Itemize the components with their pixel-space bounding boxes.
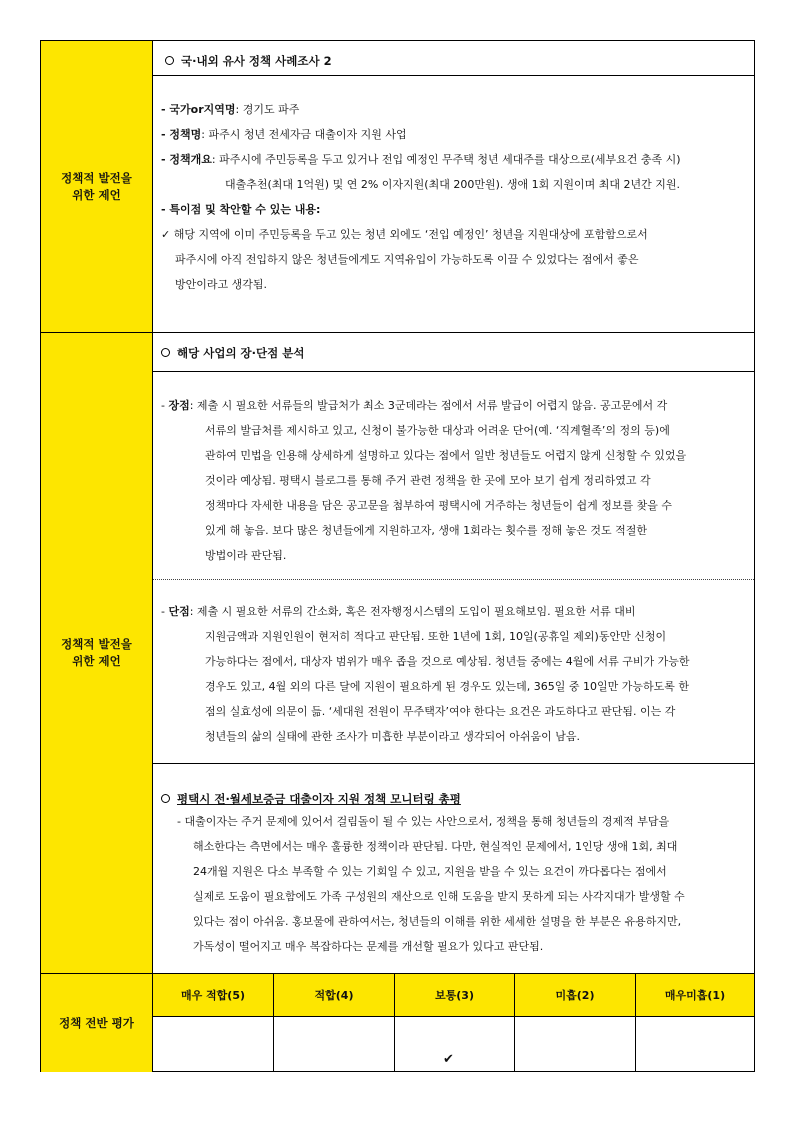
cons-line: 지원금액과 지원인원이 현저히 적다고 판단됨. 또한 1년에 1회, 10일(공휴일 제외)동안만 신청이 xyxy=(205,630,667,643)
circle-bullet-icon xyxy=(161,348,170,357)
review-line: 있다는 점이 아쉬움. 홍보물에 관하여서는, 청년들의 이해를 위한 세세한 설명을 한 부분은 유용하지만, xyxy=(193,915,682,928)
rating-header-1: 매우미흡(1) xyxy=(636,974,754,1016)
policy-name-line: - 정책명: 파주시 청년 전세자금 대출이자 지원 사업 xyxy=(161,128,407,141)
circle-bullet-icon xyxy=(165,56,174,65)
cons-line: - 단점: 제출 시 필요한 서류의 간소화, 혹은 전자행정시스템의 도입이 필요해보임. 필요한 서류 대비 xyxy=(161,605,636,618)
divider xyxy=(153,763,754,764)
rating-cell-1 xyxy=(636,1017,754,1072)
review-line: - 대출이자는 주거 문제에 있어서 걸림돌이 될 수 있는 사안으로서, 정책을 통해 청년들의 경제적 부담을 xyxy=(177,815,670,828)
rating-header-2: 미흡(2) xyxy=(515,974,636,1016)
pros-line: 방법이라 판단됨. xyxy=(205,549,287,562)
pros-line: 있게 해 놓음. 보다 많은 청년들에게 지원하고자, 생애 1회라는 횟수를 정해 놓은 것도 적절한 xyxy=(205,524,647,537)
rating-cell-2 xyxy=(515,1017,636,1072)
side-label-proposal-2: 정책적 발전을 위한 제언 xyxy=(41,333,153,973)
review-line: 해소한다는 측면에서는 매우 훌륭한 정책이라 판단됨. 다만, 현실적인 문제에서, 1인당 생애 1회, 최대 xyxy=(193,840,678,853)
divider xyxy=(153,75,754,76)
overall-evaluation-label: 정책 전반 평가 xyxy=(41,974,153,1072)
policy-review-table xyxy=(40,40,755,1072)
overview-line-cont: 대출추천(최대 1억원) 및 연 2% 이자지원(최대 200만원). 생애 1회 지원이며 최대 2년간 지원. xyxy=(225,178,680,191)
pros-line: 것이라 예상됨. 평택시 블로그를 통해 주거 관련 정책을 한 곳에 모아 보기 쉽게 정리하였고 각 xyxy=(205,474,651,487)
rating-header-5: 매우 적합(5) xyxy=(153,974,274,1016)
pros-line: 서류의 발급처를 제시하고 있고, 신청이 불가능한 대상과 어려운 단어(예. ‘직계혈족’의 정의 등)에 xyxy=(205,424,670,437)
side-label-proposal-1: 정책적 발전을 위한 제언 xyxy=(41,41,153,332)
dotted-divider xyxy=(153,579,754,580)
review-line: 가독성이 떨어지고 매우 복잡하다는 문제를 개선할 필요가 있다고 판단됨. xyxy=(193,940,544,953)
circle-bullet-icon xyxy=(161,794,170,803)
rating-header-4: 적합(4) xyxy=(274,974,395,1016)
cons-line: 가능하다는 점에서, 대상자 범위가 매우 좁을 것으로 예상됨. 청년들 중에는 4월에 서류 구비가 가능한 xyxy=(205,655,690,668)
review-line: 24개월 지원은 다소 부족할 수 있는 기회일 수 있고, 지원을 받을 수 있는 요건이 까다롭다는 점에서 xyxy=(193,865,667,878)
pros-line: 관하여 민법을 인용해 상세하게 설명하고 있다는 점에서 일반 청년들도 어렵지 않게 신청할 수 있었을 xyxy=(205,449,687,462)
cons-line: 경우도 있고, 4월 외의 다른 달에 지원이 필요하게 된 경우도 있는데, 365일 중 10일만 가능하도록 한 xyxy=(205,680,689,693)
cons-line: 청년들의 삶의 실태에 관한 조사가 미흡한 부분이라고 생각되어 아쉬움이 남음. xyxy=(205,730,580,743)
divider xyxy=(153,371,754,372)
cons-line: 점의 실효성에 의문이 듦. ‘세대원 전원이 무주택자’여야 한다는 요건은 과도하다고 판단됨. 이는 각 xyxy=(205,705,676,718)
special-points-label: - 특이점 및 착안할 수 있는 내용: xyxy=(161,203,321,216)
special-line: ✓ 해당 지역에 이미 주민등록을 두고 있는 청년 외에도 ‘전입 예정인’ 청년을 지원대상에 포함함으로서 xyxy=(161,228,648,241)
rating-cell-3 xyxy=(395,1017,515,1072)
review-line: 실제로 도움이 필요함에도 가족 구성원의 재산으로 인해 도움을 받지 못하게 되는 사각지대가 발생할 수 xyxy=(193,890,685,903)
check-mark-icon: ✔ xyxy=(443,1052,454,1067)
pros-cons-heading: 해당 사업의 장·단점 분석 xyxy=(161,345,304,361)
review-heading: 평택시 전·월세보증금 대출이자 지원 정책 모니터링 총평 xyxy=(161,791,461,807)
pros-line: 정책마다 자세한 내용을 담은 공고문을 첨부하여 평택시에 거주하는 청년들이 쉽게 정보를 찾을 수 xyxy=(205,499,672,512)
case-study-body xyxy=(161,97,751,297)
pros-line: - 장점: 제출 시 필요한 서류들의 발급처가 최소 3군데라는 점에서 서류 발급이 어렵지 않음. 공고문에서 각 xyxy=(161,399,668,412)
region-line: - 국가or지역명: 경기도 파주 xyxy=(161,103,300,116)
overview-line: - 정책개요: 파주시에 주민등록을 두고 있거나 전입 예정인 무주택 청년 세대주를 대상으로(세부요건 충족 시) xyxy=(161,153,681,166)
rating-cell-4 xyxy=(274,1017,395,1072)
pros-block xyxy=(161,393,751,568)
special-line: 파주시에 아직 전입하지 않은 청년들에게도 지역유입이 가능하도록 이끌 수 있었다는 점에서 좋은 xyxy=(175,253,639,266)
cons-block xyxy=(161,599,751,749)
case-study-heading: 국·내외 유사 정책 사례조사 2 xyxy=(165,53,332,69)
special-line: 방안이라고 생각됨. xyxy=(175,278,268,291)
review-block xyxy=(177,809,751,959)
rating-cell-5 xyxy=(153,1017,274,1072)
rating-header-3: 보통(3) xyxy=(395,974,515,1016)
